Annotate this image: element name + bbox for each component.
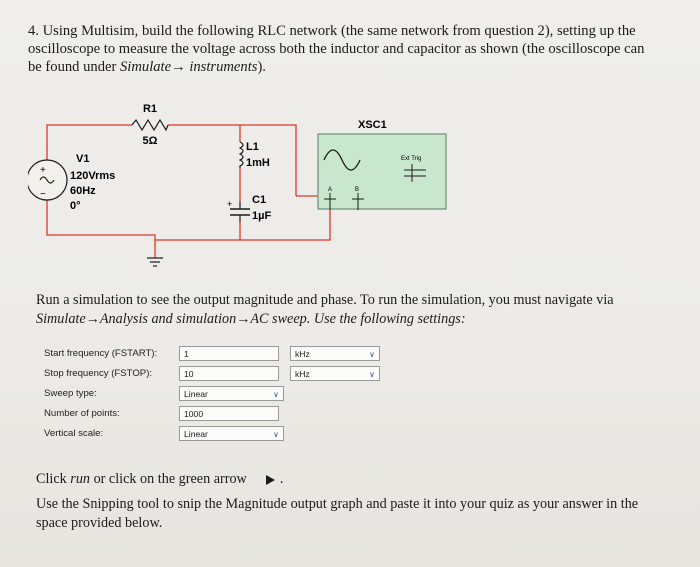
vertical-scale-select[interactable] [179, 426, 284, 441]
oscilloscope-symbol [318, 119, 446, 210]
start-frequency-unit-select[interactable] [290, 346, 380, 361]
scope-channel-a: A [328, 187, 333, 193]
stop-frequency-row [44, 366, 404, 384]
stop-frequency-unit: kHz [295, 369, 310, 379]
stop-frequency-label: Stop frequency (FSTOP): [44, 368, 153, 379]
question-line-3-em: Simulate→ instruments [120, 59, 258, 75]
inductor-value: 1mH [246, 157, 270, 169]
click-post: or click on the green arrow [90, 471, 247, 487]
source-voltage: 120Vrms [70, 170, 116, 182]
inductor-symbol [240, 141, 270, 169]
chevron-down-icon: ∨ [369, 370, 375, 379]
start-frequency-row [44, 346, 404, 364]
click-run-word: run [70, 471, 91, 487]
snip-line-1: Use the Snipping tool to snip the Magnitude output graph and paste it into your quiz as your answer in the [36, 496, 639, 512]
run-line-1: Run a simulation to see the output magnitude and phase. To run the simulation, you must navigate via [36, 292, 614, 308]
inductor-name: L1 [246, 141, 259, 153]
resistor-name: R1 [142, 103, 158, 115]
start-frequency-label: Start frequency (FSTART): [44, 348, 158, 359]
question-line-3-pre: be found under [28, 59, 120, 75]
scope-ext-trig: Ext Trig [401, 156, 422, 162]
snip-instruction [36, 495, 676, 533]
chevron-down-icon: ∨ [273, 430, 279, 439]
source-frequency: 60Hz [70, 185, 96, 197]
start-frequency-unit: kHz [295, 349, 310, 359]
capacitor-value: 1µF [252, 210, 272, 222]
green-run-arrow-icon [264, 474, 276, 486]
ac-source-symbol [28, 153, 115, 212]
click-pre: Click [36, 471, 71, 487]
click-run-instruction [36, 470, 676, 489]
source-phase: 0° [70, 200, 81, 212]
svg-text:−: − [40, 189, 46, 200]
click-end: . [279, 471, 284, 487]
question-number: 4. [28, 23, 39, 39]
svg-text:+: + [40, 165, 46, 176]
question-text [28, 22, 668, 76]
snip-line-2: space provided below. [36, 515, 163, 531]
start-frequency-input[interactable]: 1 [179, 346, 279, 361]
stop-frequency-unit-select[interactable] [290, 366, 380, 381]
sweep-type-select[interactable] [179, 386, 284, 401]
run-line-2: Simulate→Analysis and simulation→AC sweep. Use the following settings: [36, 311, 466, 327]
ground-symbol [147, 258, 163, 266]
chevron-down-icon: ∨ [273, 390, 279, 399]
resistor-value: 5Ω [142, 135, 158, 147]
vertical-scale-label: Vertical scale: [44, 428, 104, 439]
rlc-circuit-diagram [28, 98, 448, 283]
resistor-symbol [132, 103, 168, 147]
vertical-scale-value: Linear [184, 429, 208, 439]
scope-channel-b: B [355, 187, 360, 193]
chevron-down-icon: ∨ [369, 350, 375, 359]
stop-frequency-input[interactable]: 10 [179, 366, 279, 381]
capacitor-symbol [227, 194, 271, 222]
sweep-type-row [44, 386, 404, 404]
capacitor-name: C1 [252, 194, 267, 206]
number-of-points-row [44, 406, 404, 424]
number-of-points-label: Number of points: [44, 408, 120, 419]
vertical-scale-row [44, 426, 404, 444]
sweep-type-value: Linear [184, 389, 208, 399]
run-instructions [36, 291, 676, 329]
svg-text:+: + [227, 199, 233, 209]
scope-name: XSC1 [358, 119, 387, 131]
sweep-type-label: Sweep type: [44, 388, 97, 399]
question-line-1: Using Multisim, build the following RLC network (the same network from question 2), setting up the [42, 23, 636, 39]
question-line-2: oscilloscope to measure the voltage across both the inductor and capacitor as shown (the oscilloscope can [28, 41, 645, 57]
source-name: V1 [76, 153, 90, 165]
number-of-points-input[interactable]: 1000 [179, 406, 279, 421]
question-line-3-post: ). [257, 59, 266, 75]
